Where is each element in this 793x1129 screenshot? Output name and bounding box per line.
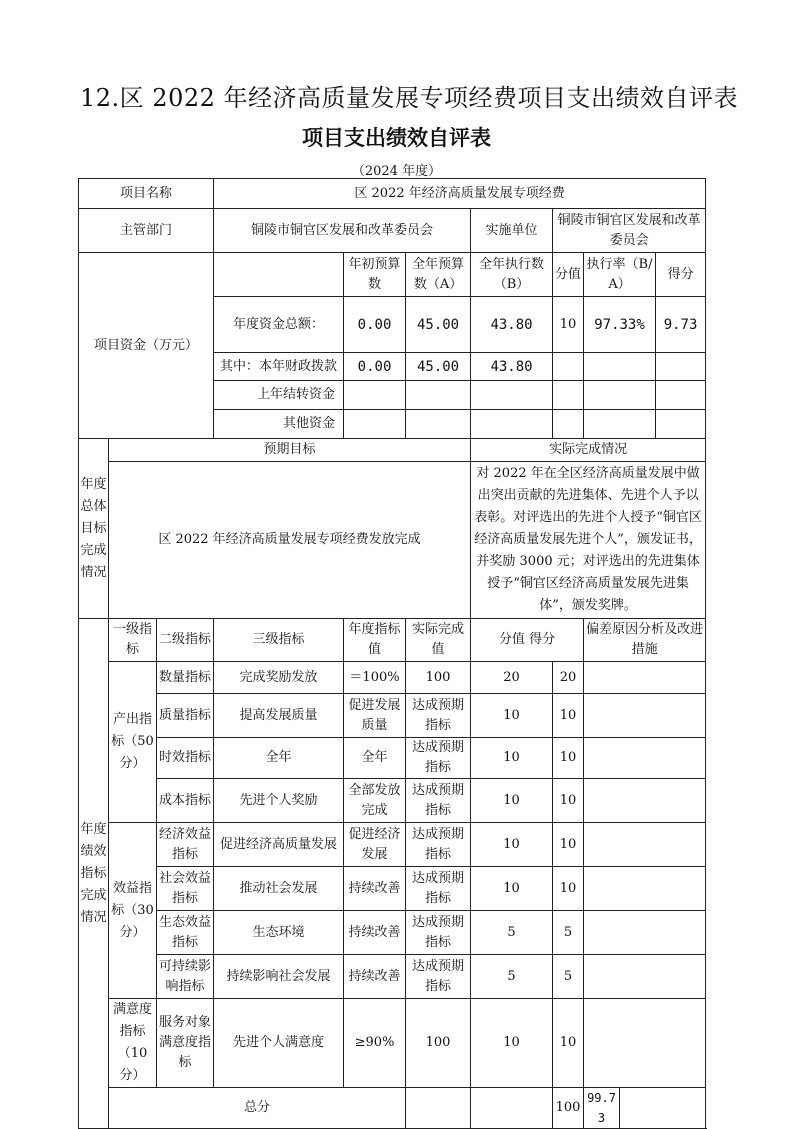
value: 10 xyxy=(471,867,553,911)
value: 5 xyxy=(471,911,553,955)
funds-row-score xyxy=(656,410,706,439)
value: 10 xyxy=(471,823,553,867)
note xyxy=(584,662,706,694)
score: 10 xyxy=(553,999,584,1088)
form-year: （2024 年度） xyxy=(351,164,442,179)
target: 促进经济发展 xyxy=(344,823,406,867)
funds-row-executed: 43.80 xyxy=(471,297,553,353)
actual-completion-header: 实际完成情况 xyxy=(471,439,706,462)
level2: 社会效益指标 xyxy=(157,867,214,911)
funds-row-label: 其他资金 xyxy=(214,410,344,439)
level2: 质量指标 xyxy=(157,694,214,738)
score: 10 xyxy=(553,779,584,823)
level2: 生态效益指标 xyxy=(157,911,214,955)
level2: 数量指标 xyxy=(157,662,214,694)
funds-header-rate: 执行率（B/A） xyxy=(584,253,656,297)
level3: 持续影响社会发展 xyxy=(214,955,344,999)
funds-header-initial: 年初预算数 xyxy=(344,253,406,297)
level2: 可持续影响指标 xyxy=(157,955,214,999)
funds-row-score-value xyxy=(553,381,584,410)
level3: 生态环境 xyxy=(214,911,344,955)
funds-row-score-value xyxy=(553,410,584,439)
indicator-row xyxy=(79,911,706,955)
score: 20 xyxy=(553,662,584,694)
level2: 时效指标 xyxy=(157,738,214,779)
project-name-value: 区 2022 年经济高质量发展专项经费 xyxy=(214,179,706,209)
score: 10 xyxy=(553,823,584,867)
note xyxy=(584,955,706,999)
department-value: 铜陵市铜官区发展和改革委员会 xyxy=(214,209,471,253)
funds-header-score: 得分 xyxy=(656,253,706,297)
level3: 先进个人满意度 xyxy=(214,999,344,1088)
funds-row-score-value: 10 xyxy=(553,297,584,353)
header-score: 得分 xyxy=(529,632,556,647)
total-value: 100 xyxy=(553,1088,584,1129)
overall-label: 年度总体目标完成情况 xyxy=(79,439,109,619)
actual: 达成预期指标 xyxy=(406,911,471,955)
actual: 100 xyxy=(406,662,471,694)
level3: 促进经济高质量发展 xyxy=(214,823,344,867)
indicator-row xyxy=(79,999,706,1088)
actual: 达成预期指标 xyxy=(406,779,471,823)
project-name-label: 项目名称 xyxy=(79,179,214,209)
indicator-row xyxy=(79,779,706,823)
note xyxy=(584,779,706,823)
funds-row-score: 9.73 xyxy=(656,297,706,353)
funds-row-label: 年度资金总额： xyxy=(214,297,344,353)
total-blank-actual xyxy=(471,1088,553,1129)
level3: 先进个人奖励 xyxy=(214,779,344,823)
funds-row-rate xyxy=(584,381,656,410)
total-label: 总分 xyxy=(109,1088,406,1129)
indicator-row xyxy=(79,867,706,911)
funds-row-executed xyxy=(471,410,553,439)
funds-row-budget xyxy=(406,381,471,410)
expected-goal-header: 预期目标 xyxy=(109,439,471,462)
funds-row-label: 上年结转资金 xyxy=(214,381,344,410)
level2: 成本指标 xyxy=(157,779,214,823)
document-heading: 12.区 2022 年经济高质量发展专项经费项目支出绩效自评表 xyxy=(80,84,739,112)
funds-label: 项目资金（万元） xyxy=(79,253,214,439)
implementer-value: 铜陵市铜官区发展和改革委员会 xyxy=(553,209,706,253)
level2: 经济效益指标 xyxy=(157,823,214,867)
level1-output: 产出指标（50分） xyxy=(109,662,157,823)
level2: 服务对象满意度指标 xyxy=(157,999,214,1088)
value: 10 xyxy=(471,738,553,779)
target: 持续改善 xyxy=(344,867,406,911)
actual-completion: 对 2022 年在全区经济高质量发展中做出突出贡献的先进集体、先进个人予以表彰。对评选出的先进个人授予“铜官区经济高质量发展先进个人”，颁发证书，并奖励 3000 元；对评选出的先进集体授予“铜官区经济高质量发展先进集体”，颁发奖牌。 xyxy=(471,462,706,619)
level1-benefit: 效益指标（30分） xyxy=(109,823,157,999)
funds-row-rate: 97.33% xyxy=(584,297,656,353)
value: 20 xyxy=(471,662,553,694)
level3: 提高发展质量 xyxy=(214,694,344,738)
funds-row-executed: 43.80 xyxy=(471,353,553,381)
actual: 达成预期指标 xyxy=(406,694,471,738)
form-title: 项目支出绩效自评表 xyxy=(302,126,491,150)
funds-row-budget: 45.00 xyxy=(406,297,471,353)
header-value: 分值 xyxy=(498,632,525,647)
value: 10 xyxy=(471,999,553,1088)
funds-row-score xyxy=(656,381,706,410)
funds-header-budget: 全年预算数（A） xyxy=(406,253,471,297)
self-evaluation-table xyxy=(78,178,706,1129)
header-level2: 二级指标 xyxy=(157,619,214,662)
funds-header-score-value: 分值 xyxy=(553,253,584,297)
performance-header-row xyxy=(79,619,706,662)
target: ≥90% xyxy=(344,999,406,1088)
overall-header-row xyxy=(79,439,706,462)
funds-row-score-value xyxy=(553,353,584,381)
level1-satisfaction: 满意度指标（10分） xyxy=(109,999,157,1088)
actual: 达成预期指标 xyxy=(406,823,471,867)
target: 全年 xyxy=(344,738,406,779)
note xyxy=(584,911,706,955)
actual: 达成预期指标 xyxy=(406,955,471,999)
target: 全部发放完成 xyxy=(344,779,406,823)
header-actual: 实际完成值 xyxy=(406,619,471,662)
level3: 完成奖励发放 xyxy=(214,662,344,694)
total-row xyxy=(79,1088,706,1129)
funds-row-initial xyxy=(344,381,406,410)
department-label: 主管部门 xyxy=(79,209,214,253)
header-level3: 三级指标 xyxy=(214,619,344,662)
score: 10 xyxy=(553,738,584,779)
value: 10 xyxy=(471,694,553,738)
total-note xyxy=(620,1088,706,1129)
funds-row-executed xyxy=(471,381,553,410)
note xyxy=(584,823,706,867)
funds-header-blank xyxy=(214,253,344,297)
indicator-row xyxy=(79,694,706,738)
project-name-row xyxy=(79,179,706,209)
funds-row-rate xyxy=(584,410,656,439)
actual: 100 xyxy=(406,999,471,1088)
header-level1: 一级指标 xyxy=(109,619,157,662)
funds-header-executed: 全年执行数（B） xyxy=(471,253,553,297)
note xyxy=(584,738,706,779)
header-target: 年度指标值 xyxy=(344,619,406,662)
score: 5 xyxy=(553,955,584,999)
note xyxy=(584,867,706,911)
note xyxy=(584,999,706,1088)
score: 5 xyxy=(553,911,584,955)
performance-label: 年度绩效指标完成情况 xyxy=(79,619,109,1129)
funds-row-initial: 0.00 xyxy=(344,353,406,381)
funds-row-initial xyxy=(344,410,406,439)
implementer-label: 实施单位 xyxy=(471,209,553,253)
level3: 推动社会发展 xyxy=(214,867,344,911)
department-row xyxy=(79,209,706,253)
actual: 达成预期指标 xyxy=(406,738,471,779)
funds-row-budget xyxy=(406,410,471,439)
funds-row-score xyxy=(656,353,706,381)
funds-row-rate xyxy=(584,353,656,381)
score: 10 xyxy=(553,694,584,738)
target: ＝100% xyxy=(344,662,406,694)
value: 10 xyxy=(471,779,553,823)
score: 10 xyxy=(553,867,584,911)
expected-goal: 区 2022 年经济高质量发展专项经费发放完成 xyxy=(109,462,471,619)
value: 5 xyxy=(471,955,553,999)
total-score: 99.73 xyxy=(584,1088,620,1129)
target: 促进发展质量 xyxy=(344,694,406,738)
target: 持续改善 xyxy=(344,911,406,955)
overall-content-row xyxy=(79,462,706,619)
funds-row-budget: 45.00 xyxy=(406,353,471,381)
indicator-row xyxy=(79,662,706,694)
level3: 全年 xyxy=(214,738,344,779)
indicator-row xyxy=(79,823,706,867)
actual: 达成预期指标 xyxy=(406,867,471,911)
funds-row-initial: 0.00 xyxy=(344,297,406,353)
funds-header-row xyxy=(79,253,706,297)
target: 持续改善 xyxy=(344,955,406,999)
header-deviation: 偏差原因分析及改进措施 xyxy=(584,619,706,662)
indicator-row xyxy=(79,738,706,779)
total-blank-target xyxy=(406,1088,471,1129)
funds-row-label: 其中：本年财政拨款 xyxy=(214,353,344,381)
note xyxy=(584,694,706,738)
indicator-row xyxy=(79,955,706,999)
header-value-score xyxy=(471,619,584,662)
